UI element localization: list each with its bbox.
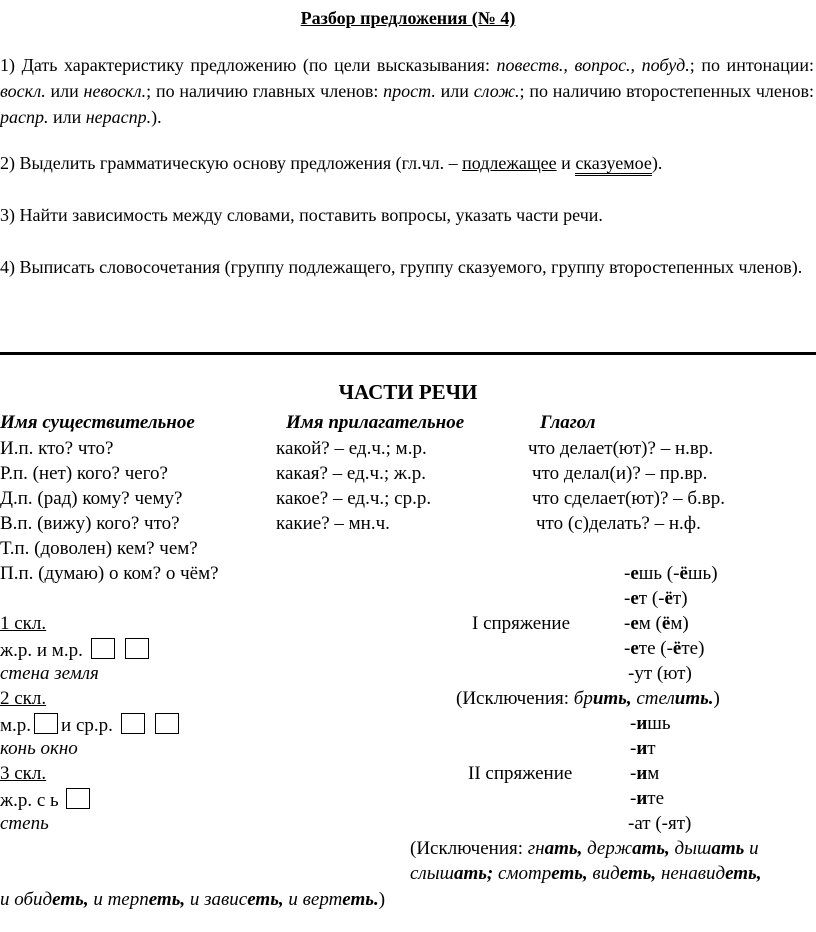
- conj1-ending: -ешь (-ёшь): [624, 563, 718, 584]
- decl2-example: конь окно: [0, 738, 78, 759]
- noun-case: И.п. кто? что?: [0, 438, 114, 459]
- conj2-exceptions-line2: слышать; смотреть, видеть, ненавидеть,: [410, 863, 762, 884]
- decl1-rule: ж.р. и м.р.: [0, 638, 152, 662]
- verb-row: что сделает(ют)? – б.вр.: [532, 488, 726, 509]
- decl3-example: степь: [0, 813, 49, 834]
- noun-case: П.п. (думаю) о ком? о чём?: [0, 563, 219, 584]
- adj-row: какое? – ед.ч.; ср.р.: [276, 488, 432, 509]
- noun-header: Имя существительное: [0, 412, 195, 433]
- conj1-ending: -ете (-ёте): [624, 638, 705, 659]
- noun-case: Д.п. (рад) кому? чему?: [0, 488, 183, 509]
- adj-row: какая? – ед.ч.; ж.р.: [276, 463, 426, 484]
- noun-case: Т.п. (доволен) кем? чем?: [0, 538, 198, 559]
- verb-header: Глагол: [540, 412, 596, 433]
- conj2-ending: -ат (-ят): [628, 813, 692, 834]
- decl1-example: стена земля: [0, 663, 99, 684]
- ending-box-icon: [91, 638, 115, 659]
- conj2-ending: -ит: [630, 738, 656, 759]
- conj1-ending: -ем (ём): [624, 613, 689, 634]
- adj-row: какие? – мн.ч.: [276, 513, 390, 534]
- decl2-label: 2 скл.: [0, 688, 47, 709]
- decl1-label: 1 скл.: [0, 613, 47, 634]
- conj2-ending: -им: [630, 763, 660, 784]
- step-2: 2) Выделить грамматическую основу предложения (гл.чл. – подлежащее и сказуемое).: [0, 150, 814, 176]
- step-4: 4) Выписать словосочетания (группу подлежащего, группу сказуемого, группу второстепенных членов).: [0, 257, 803, 277]
- conj2-ending: -ите: [630, 788, 665, 809]
- conj1-exceptions: (Исключения: брить, стелить.): [456, 688, 720, 709]
- conj1-ending: -ет (-ёт): [624, 588, 688, 609]
- conj1-label: I спряжение: [472, 613, 570, 634]
- section-title: ЧАСТИ РЕЧИ: [338, 380, 478, 404]
- conj2-exceptions-line1: (Исключения: гнать, держать, дышать и: [410, 838, 759, 859]
- conj1-ending: -ут (ют): [628, 663, 692, 684]
- noun-case: В.п. (вижу) кого? что?: [0, 513, 180, 534]
- ending-box-icon: [121, 713, 145, 734]
- ending-box-icon: [34, 713, 58, 734]
- page-title: Разбор предложения (№ 4): [300, 8, 516, 28]
- noun-case: Р.п. (нет) кого? чего?: [0, 463, 168, 484]
- subject-term: подлежащее: [462, 153, 557, 173]
- verb-row: что (с)делать? – н.ф.: [536, 513, 701, 534]
- predicate-term: сказуемое: [575, 153, 652, 176]
- decl2-rule: м.р. и ср.р.: [0, 713, 182, 737]
- conj2-exceptions-line3: и обидеть, и терпеть, и зависеть, и вертеть.): [0, 889, 386, 910]
- divider: [0, 352, 816, 355]
- decl3-rule: ж.р. с ь: [0, 788, 93, 812]
- conj2-ending: -ишь: [630, 713, 671, 734]
- adj-header: Имя прилагательное: [286, 412, 465, 433]
- ending-box-icon: [125, 638, 149, 659]
- step-1: 1) Дать характеристику предложению (по цели высказывания: повеств., вопрос., побуд.; по интонации: воскл. или невоскл.; по наличию главных членов: прост. или слож.; по наличию второстепенных членов: распр. или нераспр.).: [0, 55, 814, 127]
- verb-row: что делал(и)? – пр.вр.: [532, 463, 708, 484]
- verb-row: что делает(ют)? – н.вр.: [528, 438, 714, 459]
- conj2-label: II спряжение: [468, 763, 573, 784]
- decl3-label: 3 скл.: [0, 763, 47, 784]
- adj-row: какой? – ед.ч.; м.р.: [276, 438, 427, 459]
- step-3: 3) Найти зависимость между словами, поставить вопросы, указать части речи.: [0, 205, 603, 225]
- ending-box-icon: [155, 713, 179, 734]
- ending-box-icon: [66, 788, 90, 809]
